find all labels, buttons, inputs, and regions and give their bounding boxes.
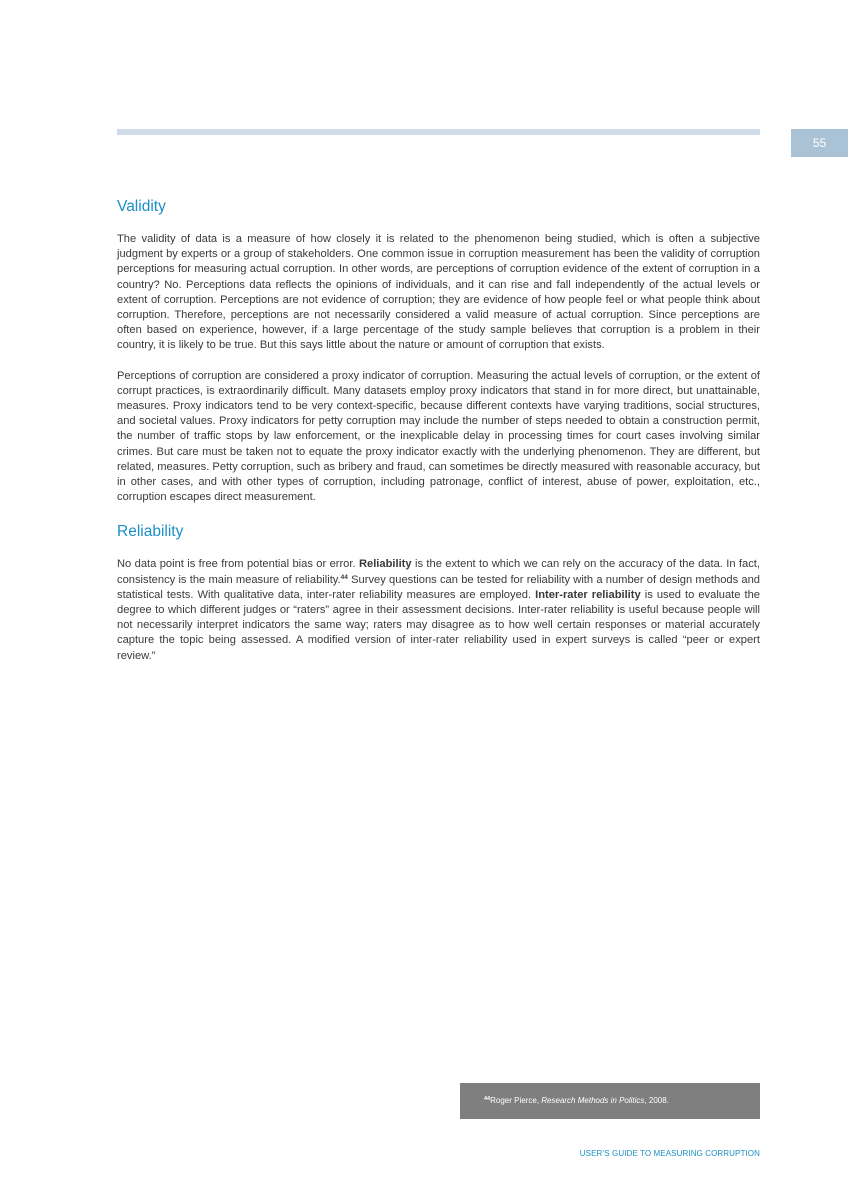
- reliability-text-b: is the extent to which we can rely on the accuracy of the data. In fact, consistency is the main measure of reliability.: [117, 558, 760, 586]
- footnote-ref-44[interactable]: 44: [340, 573, 348, 581]
- running-footer: USER’S GUIDE TO MEASURING CORRUPTION: [579, 1149, 760, 1158]
- footnote-rest: , 2008.: [644, 1096, 669, 1105]
- validity-paragraph-1: The validity of data is a measure of how closely it is related to the phenomenon being studied, which is often a subjective judgment by experts or a group of stakeholders. One common issue in corruption measurement has been the validity of corruption perceptions for measuring actual corruption. In other words, are perceptions of corruption evidence of the extent of corruption in a country? No. Perceptions data reflects the opinions of individuals, and it can rise and fall independently of the actual levels or extent of corruption. Perceptions are not evidence of corruption; they are evidence of how people feel or what people think about corruption. Therefore, perceptions are not necessarily considered a valid measure of actual corruption. Since perceptions are often based on experience, however, if a large percentage of the study sample believes that corruption is a problem in their country, it is likely to be true. But this says little about the nature or amount of corruption that exists.: [117, 233, 760, 352]
- page-number: 55: [791, 129, 848, 157]
- reliability-text-a: No data point is free from potential bias or error.: [117, 558, 359, 571]
- header-rule: [117, 129, 760, 135]
- footnote-author: Roger Pierce,: [490, 1096, 542, 1105]
- footnote-box: [460, 1083, 760, 1119]
- reliability-text-d: is used to evaluate the degree to which different judges or “raters” agree in their assessment decisions. Inter-rater reliability is useful because people will not necessarily interpret indicators the same way; raters may disagree as to how well certain responses or material accurately capture the topic being assessed. A modified version of inter-rater reliability used in expert surveys is called “peer or expert review.”: [117, 588, 761, 662]
- reliability-paragraph: [117, 557, 760, 663]
- footnote-number: 44: [484, 1096, 491, 1102]
- section-title-validity: Validity: [117, 198, 166, 215]
- reliability-term: Reliability: [358, 558, 412, 571]
- main-content: [117, 196, 760, 664]
- section-title-reliability: Reliability: [117, 523, 184, 541]
- footnote-book-title: Research Methods in Politics: [541, 1096, 645, 1105]
- inter-rater-reliability-term: Inter-rater reliability: [535, 588, 641, 601]
- validity-paragraph-2: Perceptions of corruption are considered a proxy indicator of corruption. Measuring the actual levels of corruption, or the extent of corrupt practices, is extraordinarily difficult. Many datasets employ proxy indicators that stand in for more direct, but unattainable, measures. Proxy indicators tend to be very context-specific, because different contexts have varying traditions, social structures, and societal values. Proxy indicators for petty corruption may include the number of steps needed to obtain a construction permit, the number of traffic stops by law enforcement, or the inexplicable delay in processing times for court cases involving similar crimes. But care must be taken not to equate the proxy indicator exactly with the underlying phenomenon. They are different, but related, measures. Petty corruption, such as bribery and fraud, can sometimes be directly measured with reasonable accuracy, but in other cases, and with other types of corruption, including patronage, conflict of interest, abuse of power, exploitation, etc., corruption escapes direct measurement.: [117, 369, 760, 504]
- reliability-text-c: Survey questions can be tested for reliability with a number of design methods and statistical tests. With qualitative data, inter-rater reliability measures are employed.: [117, 573, 760, 601]
